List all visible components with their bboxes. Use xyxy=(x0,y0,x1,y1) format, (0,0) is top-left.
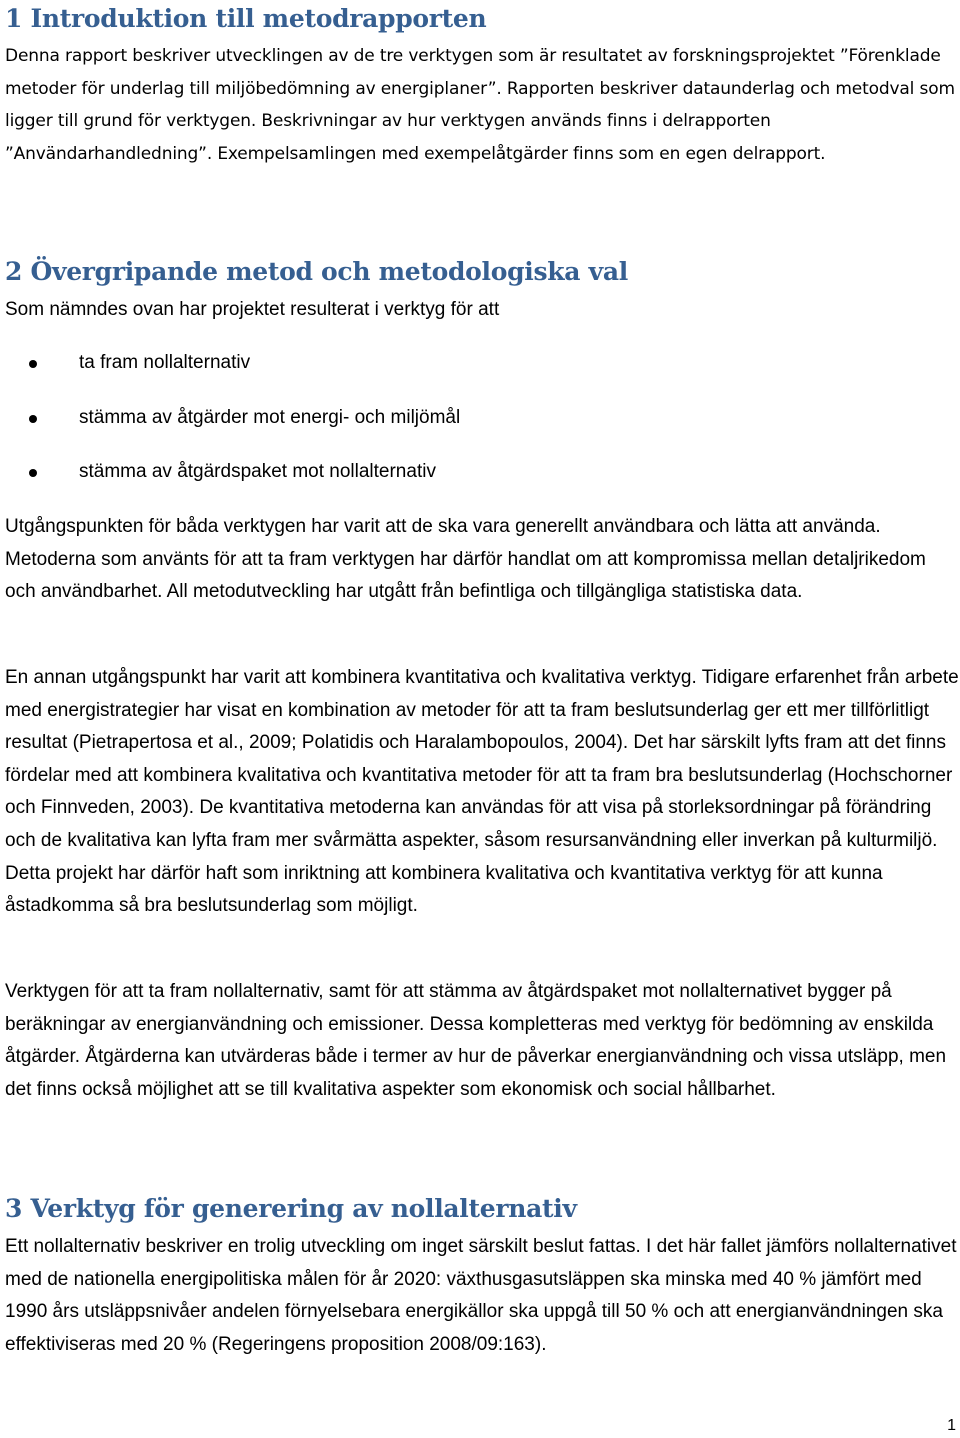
list-item xyxy=(5,344,960,399)
list-item-text: ta fram nollalternativ xyxy=(79,352,251,373)
section-heading-zero-alternative: 3 Verktyg för generering av nollalternativ xyxy=(5,1194,577,1223)
introduction-paragraph: Denna rapport beskriver utvecklingen av de tre verktygen som är resultatet av forskningsprojektet ”Förenklade metoder för underlag till miljöbedömning av energiplaner”. Rapporten beskriver dataunderlag och metodval som ligger till grund för verktygen. Beskrivningar av hur verktygen används finns i delrapporten ”Användarhandledning”. Exempelsamlingen med exempelåtgärder finns som en egen delrapport. xyxy=(5,46,955,164)
bullet-icon xyxy=(29,360,37,368)
section-heading-introduction: 1 Introduktion till metodrapporten xyxy=(5,4,487,33)
bullet-icon xyxy=(29,415,37,423)
bullet-icon xyxy=(29,469,37,477)
method-paragraph-combination: En annan utgångspunkt har varit att kombinera kvantitativa och kvalitativa verktyg. Tidigare erfarenhet från arbete med energistrategier har visat en kombination av metoder för att ta fram beslutsunderlag ger ett mer tillförlitligt resultat (Pietrapertosa et al., 2009; Polatidis och Haralambopoulos, 2004). Det har särskilt lyfts fram att det finns fördelar med att kombinera kvalitativa och kvantitativa metoder för att ta fram bra beslutsunderlag (Hochschorner och Finnveden, 2003). De kvantitativa metoderna kan användas för att visa på storleksordningar på förändring och de kvalitativa kan lyfta fram mer svårmätta aspekter, såsom resursanvändning eller inverkan på kulturmiljö. Detta projekt har därför haft som inriktning att kombinera kvalitativa och kvantitativa verktyg för att kunna åstadkomma så bra beslutsunderlag som möjligt. xyxy=(5,667,959,917)
zero-alternative-paragraph: Ett nollalternativ beskriver en trolig utveckling om inget särskilt beslut fattas. I det här fallet jämförs nollalternativet med de nationella energipolitiska målen för år 2020: växthusgasutsläppen ska minska med 40 % jämfört med 1990 års utsläppsnivåer andelen förnyelsebara energikällor ska uppgå till 50 % och att energianvändningen ska effektiviseras med 20 % (Regeringens proposition 2008/09:163). xyxy=(5,1236,957,1355)
list-item-text: stämma av åtgärder mot energi- och miljömål xyxy=(79,406,461,428)
method-intro-paragraph: Som nämndes ovan har projektet resulterat i verktyg för att xyxy=(5,299,500,320)
list-item-text: stämma av åtgärdspaket mot nollalternativ xyxy=(79,461,436,482)
method-paragraph-starting-point: Utgångspunkten för båda verktygen har varit att de ska vara generellt användbara och lätta att använda. Metoderna som använts för att ta fram verktygen har därför handlat om att kompromissa mellan detaljrikedom och användbarhet. All metodutveckling har utgått från befintliga och tillgängliga statistiska data. xyxy=(5,516,926,603)
page-number: 1 xyxy=(947,1417,956,1434)
list-item xyxy=(5,453,960,508)
method-bullet-list xyxy=(5,344,960,508)
method-paragraph-tools: Verktygen för att ta fram nollalternativ, samt för att stämma av åtgärdspaket mot nollalternativet bygger på beräkningar av energianvändning och emissioner. Dessa kompletteras med verktyg för bedömning av enskilda åtgärder. Åtgärderna kan utvärderas både i termer av hur de påverkar energianvändning och vissa utsläpp, men det finns också möjlighet att se till kvalitativa aspekter som ekonomisk och social hållbarhet. xyxy=(5,981,947,1100)
list-item xyxy=(5,399,960,454)
section-heading-method: 2 Övergripande metod och metodologiska val xyxy=(5,257,628,286)
